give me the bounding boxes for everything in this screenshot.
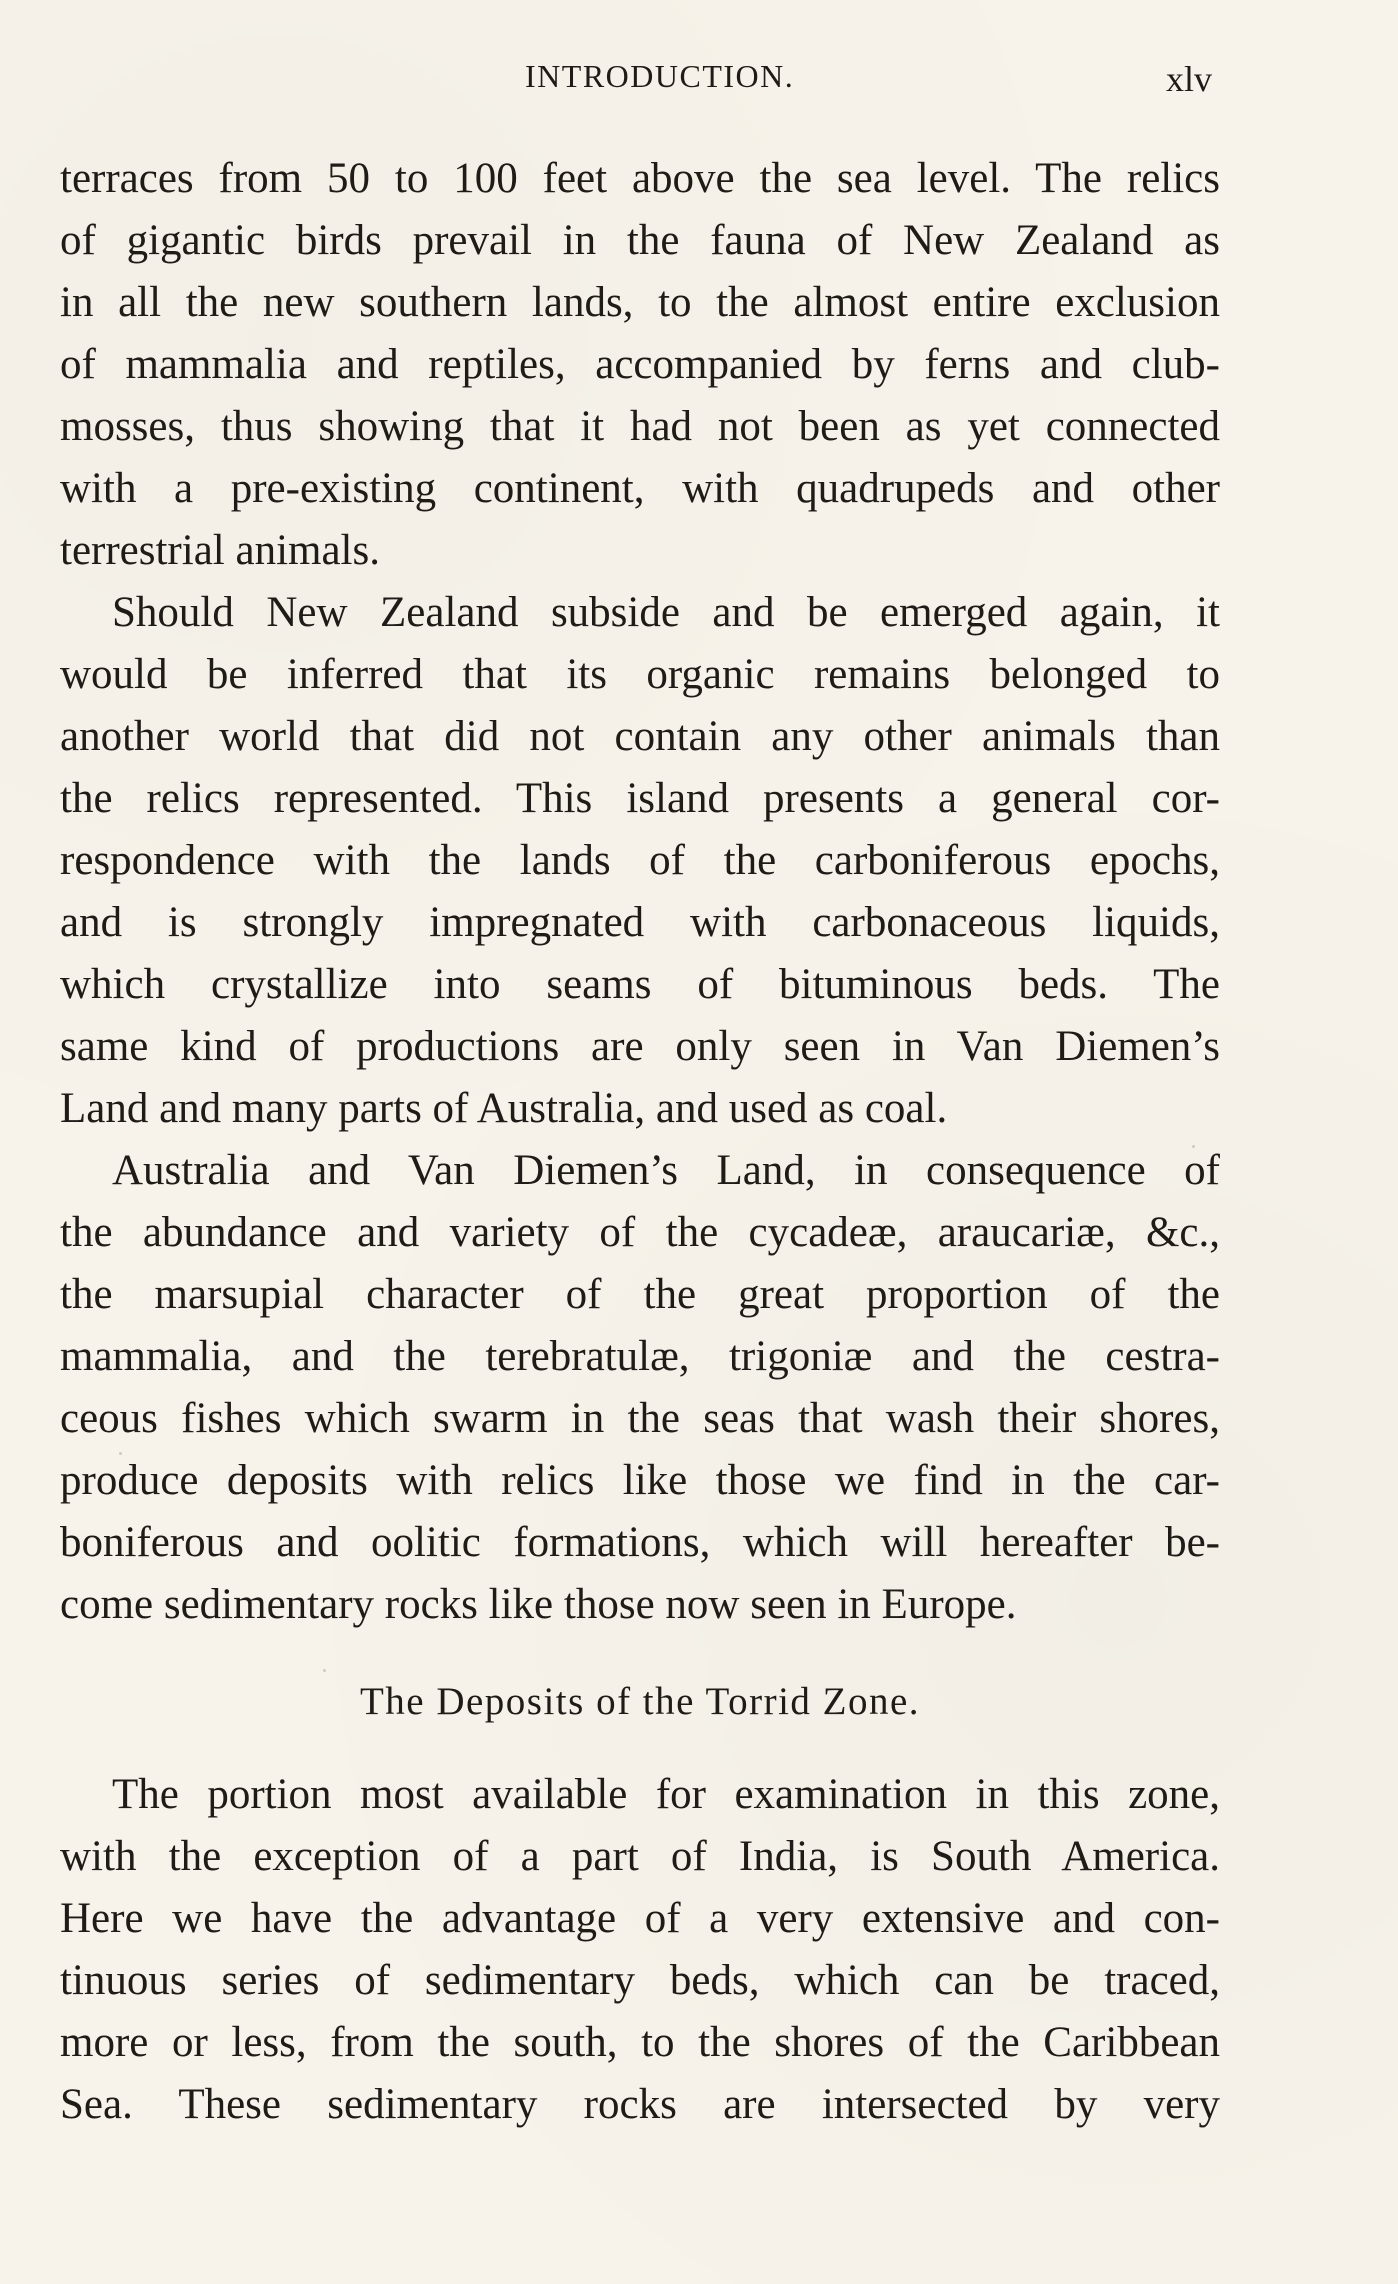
text-line: The portion most available for examination in this zone, bbox=[112, 1771, 1220, 1818]
text-line: ceous fishes which swarm in the seas that wash their shores, bbox=[60, 1395, 1220, 1442]
text-line: terrestrial animals. bbox=[60, 527, 380, 574]
text-line: Sea. These sedimentary rocks are intersected by very bbox=[60, 2081, 1220, 2128]
text-line: same kind of productions are only seen in Van Diemen’s bbox=[60, 1023, 1220, 1070]
page-number: xlv bbox=[1166, 59, 1213, 99]
text-line: mammalia, and the terebratulæ, trigoniæ and the cestra- bbox=[60, 1333, 1220, 1380]
text-line: with the exception of a part of India, is South America. bbox=[60, 1833, 1220, 1880]
text-line: come sedimentary rocks like those now seen in Europe. bbox=[60, 1581, 1017, 1628]
text-line: Here we have the advantage of a very extensive and con- bbox=[60, 1895, 1220, 1942]
text-line: Should New Zealand subside and be emerged again, it bbox=[112, 589, 1220, 636]
running-head bbox=[0, 58, 1398, 102]
section-heading: The Deposits of the Torrid Zone. bbox=[359, 1680, 921, 1723]
text-line: more or less, from the south, to the shores of the Caribbean bbox=[60, 2019, 1220, 2066]
text-line: of gigantic birds prevail in the fauna of New Zealand as bbox=[60, 217, 1220, 264]
text-line: another world that did not contain any other animals than bbox=[60, 713, 1220, 760]
paragraph-2 bbox=[60, 582, 1220, 1140]
main-text bbox=[60, 148, 1220, 2136]
text-line: terraces from 50 to 100 feet above the sea level. The relics bbox=[60, 155, 1220, 202]
text-line: boniferous and oolitic formations, which will hereafter be- bbox=[60, 1519, 1220, 1566]
text-line: mosses, thus showing that it had not been as yet connected bbox=[60, 403, 1220, 450]
page-speck bbox=[119, 1452, 122, 1455]
text-line: tinuous series of sedimentary beds, which can be traced, bbox=[60, 1957, 1220, 2004]
text-line: in all the new southern lands, to the almost entire exclusion bbox=[60, 279, 1220, 326]
text-line: respondence with the lands of the carboniferous epochs, bbox=[60, 837, 1220, 884]
text-line: the relics represented. This island presents a general cor- bbox=[60, 775, 1220, 822]
text-line: the marsupial character of the great proportion of the bbox=[60, 1271, 1220, 1318]
text-line: of mammalia and reptiles, accompanied by ferns and club- bbox=[60, 341, 1220, 388]
page-speck bbox=[1192, 1145, 1195, 1148]
text-line: which crystallize into seams of bituminous beds. The bbox=[60, 961, 1220, 1008]
text-line: the abundance and variety of the cycadeæ, araucariæ, &c., bbox=[60, 1209, 1220, 1256]
text-line: with a pre-existing continent, with quadrupeds and other bbox=[60, 465, 1220, 512]
running-head-title: INTRODUCTION. bbox=[525, 58, 795, 94]
text-line: would be inferred that its organic remains belonged to bbox=[60, 651, 1220, 698]
page-speck bbox=[323, 1669, 326, 1672]
text-line: and is strongly impregnated with carbonaceous liquids, bbox=[60, 899, 1220, 946]
text-line: produce deposits with relics like those we find in the car- bbox=[60, 1457, 1220, 1504]
text-line: Australia and Van Diemen’s Land, in consequence of bbox=[112, 1147, 1220, 1194]
paragraph-1 bbox=[60, 148, 1220, 582]
section-paragraph bbox=[60, 1764, 1220, 2136]
text-line: Land and many parts of Australia, and used as coal. bbox=[60, 1085, 948, 1132]
paragraph-3 bbox=[60, 1140, 1220, 1636]
